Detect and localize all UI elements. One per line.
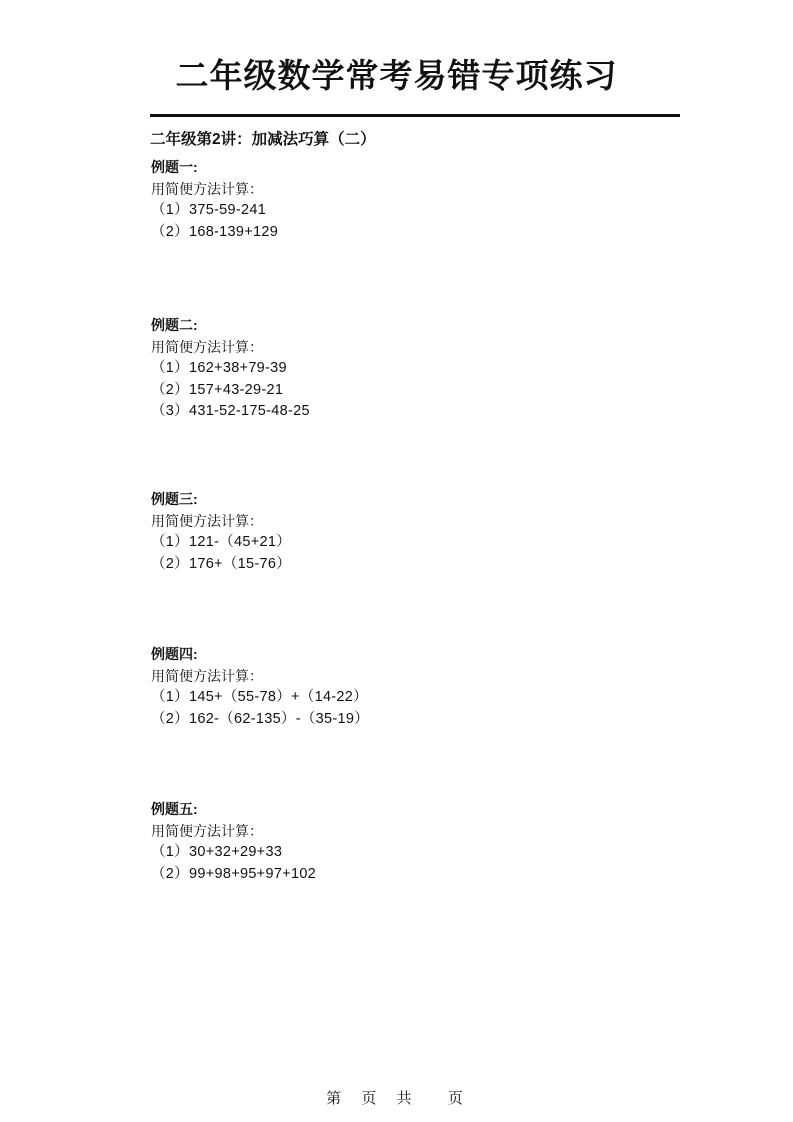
example-4-problem-2: （2）162-（62-135）-（35-19） — [151, 710, 370, 727]
example-3-problem-2: （2）176+（15-76） — [151, 555, 292, 572]
example-5-problem-2: （2）99+98+95+97+102 — [151, 865, 317, 882]
example-5-instruction: 用简便方法计算： — [151, 822, 263, 839]
lesson-subtitle: 二年级第2讲：加减法巧算（二） — [150, 131, 376, 148]
example-block-3 — [151, 489, 691, 575]
page-title: 二年级数学常考易错专项练习 — [175, 57, 618, 94]
example-2-problem-1: （1）162+38+79-39 — [151, 360, 287, 376]
example-5-heading: 例题五: — [151, 801, 198, 817]
example-4-problem-1: （1）145+（55-78）+（14-22） — [151, 689, 368, 705]
example-1-instruction: 用简便方法计算： — [151, 180, 263, 197]
example-4-instruction: 用简便方法计算： — [151, 667, 263, 684]
example-2-instruction: 用简便方法计算： — [151, 338, 263, 355]
example-3-instruction: 用简便方法计算： — [151, 512, 263, 529]
example-3-heading: 例题三: — [151, 491, 198, 507]
page-footer: 第 页 共 页 — [326, 1090, 467, 1107]
example-2-heading: 例题二: — [151, 317, 198, 333]
example-3-problem-1: （1）121-（45+21） — [151, 534, 292, 550]
example-block-5 — [151, 799, 691, 885]
title-divider — [150, 114, 680, 117]
example-block-1 — [151, 157, 691, 243]
example-1-problem-1: （1）375-59-241 — [151, 202, 267, 218]
example-4-heading: 例题四: — [151, 646, 198, 662]
example-5-problem-1: （1）30+32+29+33 — [151, 844, 283, 860]
example-block-2 — [151, 315, 691, 423]
example-block-4 — [151, 644, 691, 730]
example-2-problem-2: （2）157+43-29-21 — [151, 381, 284, 398]
example-2-problem-3: （3）431-52-175-48-25 — [151, 403, 310, 419]
example-1-problem-2: （2）168-139+129 — [151, 223, 279, 240]
example-1-heading: 例题一: — [151, 159, 198, 175]
